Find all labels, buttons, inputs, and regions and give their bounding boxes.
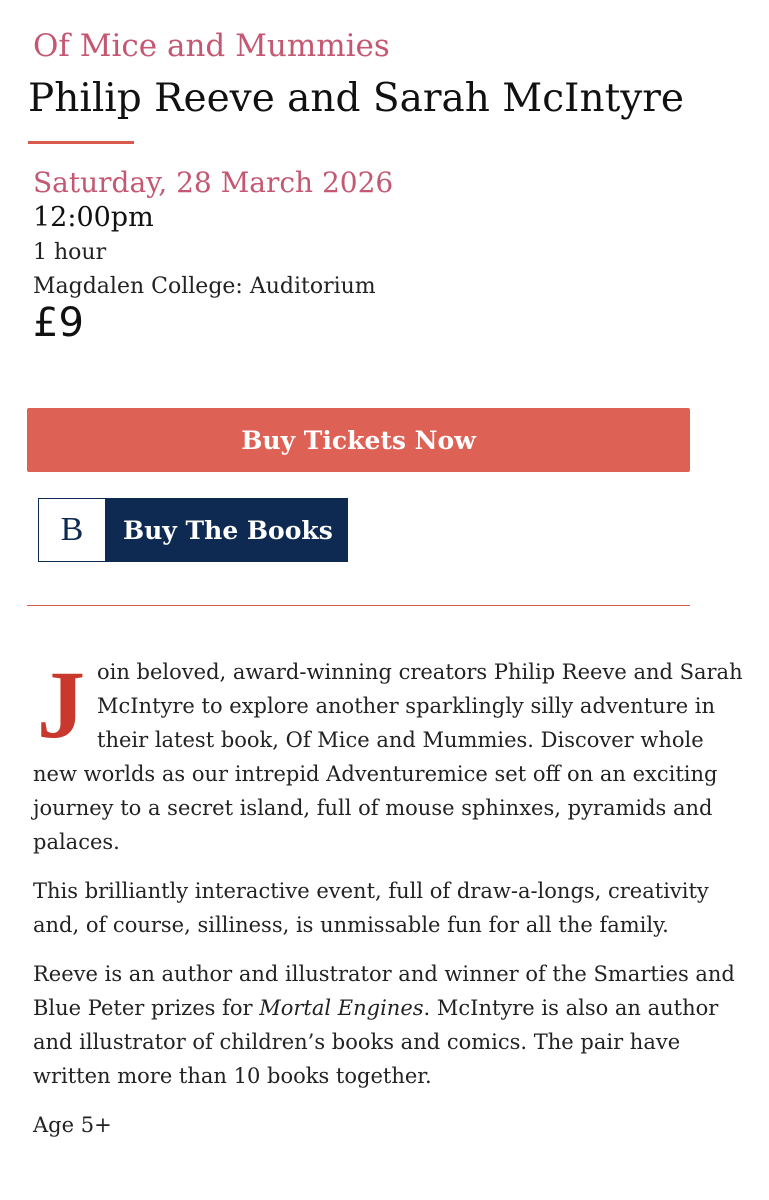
description-paragraph-3	[33, 957, 745, 1093]
age-recommendation: Age 5+	[33, 1113, 112, 1137]
event-time: 12:00pm	[33, 202, 154, 233]
description-paragraph-2: This brilliantly interactive event, full of draw-a-longs, creativity and, of course, silliness, is unmissable fun for all the family.	[33, 879, 709, 937]
event-venue: Magdalen College: Auditorium	[33, 274, 376, 299]
series-title: Of Mice and Mummies	[33, 28, 390, 64]
description-paragraph-1-text: oin beloved, award-winning creators Philip Reeve and Sarah McIntyre to explore another sparklingly silly adventure in their latest book, Of Mice and Mummies. Discover whole new worlds as our intrepid Adventuremice set off on an exciting journey to a secret island, full of mouse sphinxes, pyramids and palaces.	[33, 660, 743, 854]
bookshop-logo-icon: B	[39, 499, 105, 561]
event-date: Saturday, 28 March 2026	[33, 166, 394, 199]
book-title-mortal-engines: Mortal Engines	[259, 996, 424, 1020]
buy-books-label: Buy The Books	[105, 499, 347, 561]
section-divider	[27, 605, 690, 606]
description-paragraph-1	[33, 651, 745, 859]
description-paragraph-3-part-2: . McIntyre is also an author and illustrator of children’s books and comics. The pair have written more than 10 books together.	[33, 996, 719, 1088]
drop-cap: J	[37, 651, 85, 758]
buy-tickets-button[interactable]: Buy Tickets Now	[27, 408, 690, 472]
event-description	[33, 651, 745, 1157]
event-title: Philip Reeve and Sarah McIntyre	[28, 76, 685, 121]
description-paragraph-3-part-1: Reeve is an author and illustrator and winner of the Smarties and Blue Peter prizes for	[33, 962, 735, 1020]
title-divider	[28, 141, 134, 144]
event-duration: 1 hour	[33, 240, 107, 265]
event-price: £9	[33, 300, 84, 346]
buy-books-button[interactable]	[38, 498, 348, 562]
